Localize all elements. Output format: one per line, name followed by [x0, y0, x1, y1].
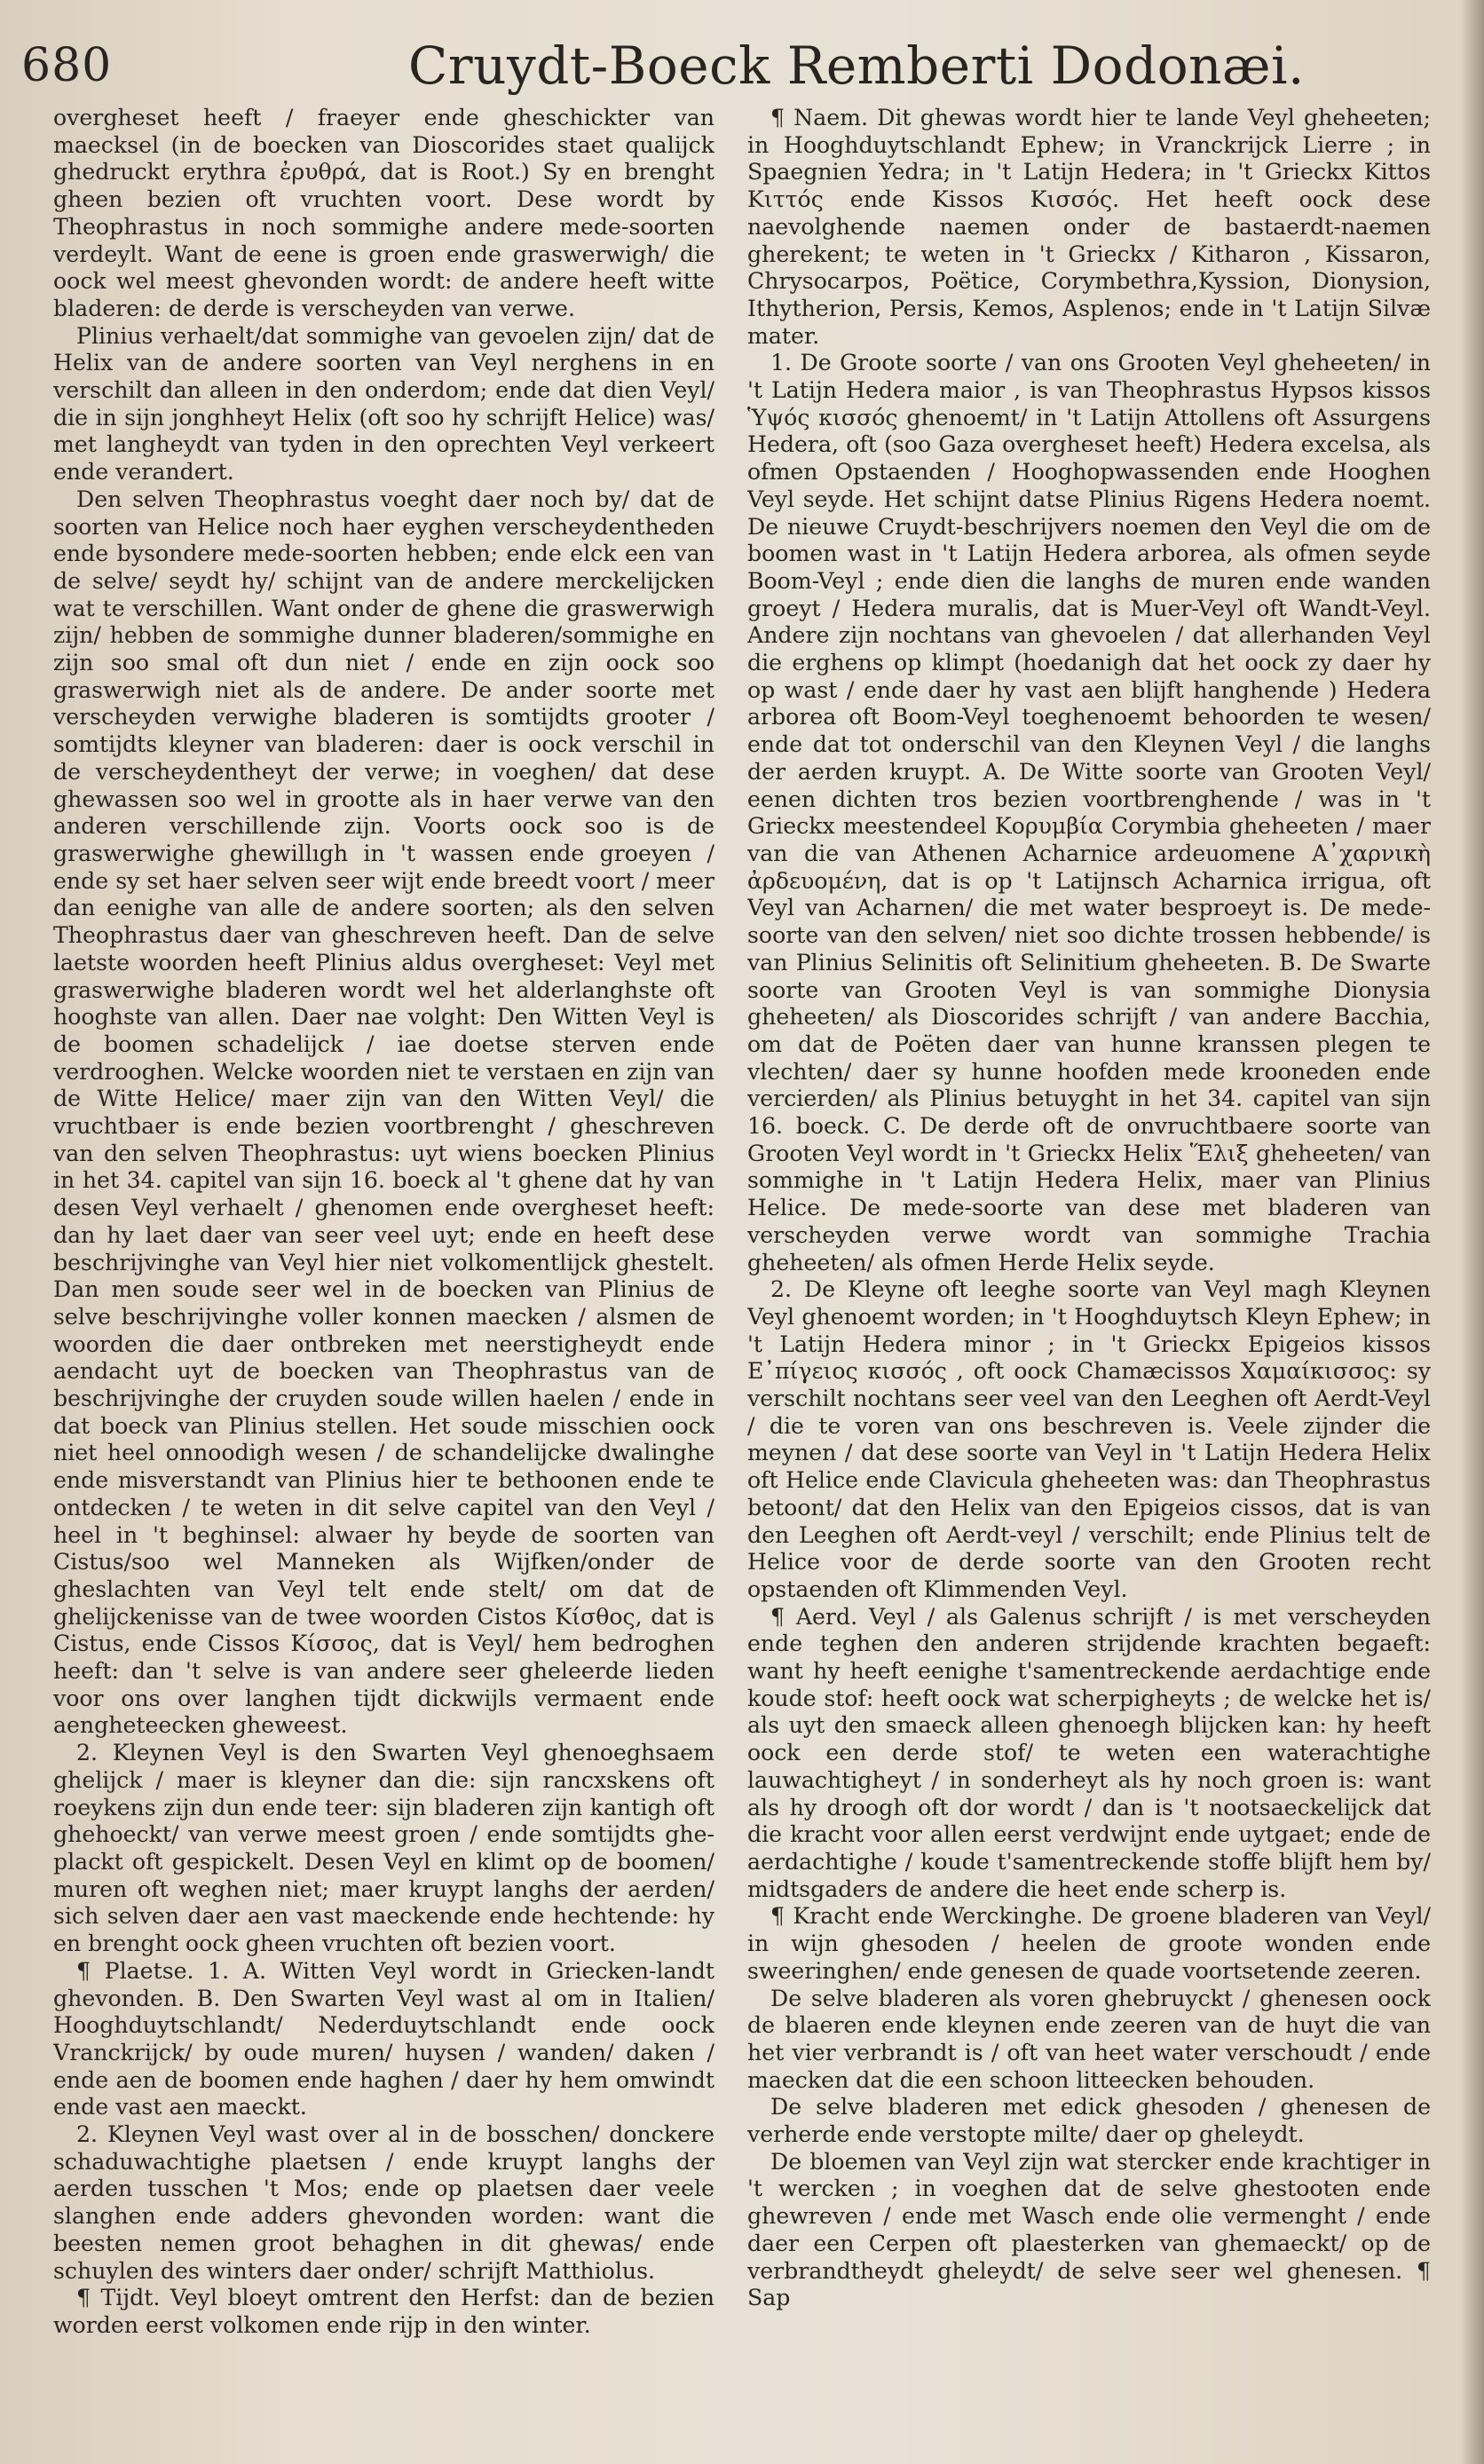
paragraph: De bloemen van Veyl zijn wat stercker ende krachtiger in 't wercken ; in voeghen dat de selve ghestooten ende ghewreven / ende met Wasch ende olie vermenght / ende daer een Cerpen oft plaesterken van ghemaeckt/ op de verbrandtheydt gheleydt/ de selve seer wel ghenesen. ¶ Sap [747, 2148, 1431, 2311]
paragraph: ¶ Plaetse. 1. A. Witten Veyl wordt in Griecken-landt ghevonden. B. Den Swarten Veyl wast al om in Italien/ Hooghduytschlandt/ Nederduytschlandt ende oock Vranckrijck/ by oude muren/ huysen / wanden/ daken / ende aen de boomen ende haghen / daer hy hem omwindt ende vast aen maeckt. [53, 1957, 714, 2120]
paragraph: 2. Kleynen Veyl wast over al in de bosschen/ donckere schaduwachtighe plaetsen / ende kruypt langhs der aerden tusschen 't Mos; ende op plaetsen daer veele slanghen ende adders ghevonden worden: want die beesten nemen groot behaghen in dit ghewas/ ende schuylen des winters daer onder/ schrijft Matthiolus. [53, 2121, 714, 2284]
paragraph: ¶ Aerd. Veyl / als Galenus schrijft / is met verscheyden ende teghen den anderen strijdende krachten begaeft: want hy heeft eenighe t'samentreckende aerdachtige ende koude stof: heeft oock wat scherpigheyts ; de welcke het is/ als uyt den smaeck alleen ghenoegh blijcken kan: hy heeft oock een derde stof/ te weten een waterachtighe lauwachtigheyt / in sonderheyt als hy noch groen is: want als hy droogh oft dor wordt / dan is 't nootsaeckelijck dat die kracht voor allen eerst verdwijnt ende uytgaet; ende de aerdachtighe / koude t'samentreckende stoffe blijft hem by/ midtsgaders de andere die heet ende scherp is. [747, 1603, 1431, 1902]
paragraph: De selve bladeren als voren ghebruyckt / ghenesen oock de blaeren ende kleynen ende zeeren van de huyt die van het vier verbrandt is / oft van heet water verschoudt / ende maecken dat die een schoon litteecken behouden. [747, 1985, 1431, 2093]
paragraph: Plinius verhaelt/dat sommighe van gevoelen zijn/ dat de Helix van de andere soorten van Veyl nerghens in en verschilt dan alleen in den onderdom; ende dat dien Veyl/ die in sijn jonghheyt Helix (oft soo hy schrijft Helice) was/ met langheydt van tyden in den oprechten Veyl verkeert ende verandert. [53, 322, 714, 486]
paragraph: De selve bladeren met edick ghesoden / ghenesen de verherde ende verstopte milte/ daer op gheleydt. [747, 2094, 1431, 2148]
paragraph: 1. De Groote soorte / van ons Grooten Veyl gheheeten/ in 't Latijn Hedera maior , is van Theophrastus Hypsos kissos Ὑψός κισσός ghenoemt/ in 't Latijn Attollens oft Assurgens Hedera, oft (soo Gaza overgheset heeft) Hedera excelsa, als ofmen Opstaenden / Hooghopwassenden ende Hooghen Veyl seyde. Het schijnt datse Plinius Rigens Hedera noemt. De nieuwe Cruydt-beschrijvers noemen den Veyl die om de boomen wast in 't Latijn Hedera arborea, als ofmen seyde Boom-Veyl ; ende dien die langhs de muren ende wanden groeyt / Hedera muralis, dat is Muer-Veyl oft Wandt-Veyl. Andere zijn nochtans van ghevoelen / dat allerhanden Veyl die erghens op klimpt (hoedanigh dat het oock zy daer hy op wast / ende daer hy vast aen blijft hanghende ) Hedera arborea oft Boom-Veyl toeghenoemt behoorden te wesen/ ende dat tot onderschil van den Kleynen Veyl / die langhs der aerden kruypt. A. De Witte soorte van Grooten Veyl/ eenen dichten tros bezien voortbrenghende / was in 't Grieckx meestendeel Κορυμβία Corymbia gheheeten / maer van die van Athenen Acharnice ardeuomene Α᾽χαρνικὴ ἀρδευομένη, dat is op 't Latijnsch Acharnica irrigua, oft Veyl van Acharnen/ die met water besproeyt is. De mede-soorte van den selven/ niet soo dichte trossen hebbende/ is van Plinius Selinitis oft Selinitium gheheeten. B. De Swarte soorte van Grooten Veyl is van sommighe Dionysia gheheeten/ als Dioscorides schrijft / van andere Bacchia, om dat de Poëten daer van hunne kranssen plegen te vlechten/ daer sy hunne hoofden mede krooneden ende vercierden/ als Plinius betuyght in het 34. capitel van sijn 16. boeck. C. De derde oft de onvruchtbaere soorte van Grooten Veyl wordt in 't Grieckx Helix Ἕλιξ gheheeten/ van sommighe in 't Latijn Hedera Helix, maer van Plinius Helice. De mede-soorte van dese met bladeren van verscheyden verwe wordt van sommighe Trachia gheheeten/ als ofmen Herde Helix seyde. [747, 350, 1431, 1275]
paragraph: Den selven Theophrastus voeght daer noch by/ dat de soorten van Helice noch haer eyghen verscheydentheden ende bysondere mede-soorten hebben; ende elck een van de selve/ seydt hy/ schijnt van de andere merckelijcken wat te verschillen. Want onder de ghene die graswerwigh zijn/ hebben de sommighe dunner bladeren/sommighe en zijn soo smal oft dun niet / ende en zijn oock soo graswerwigh niet als de andere. De ander soorte met verscheyden verwighe bladeren is somtijdts grooter / somtijdts kleyner van bladeren: daer is oock verschil in de verscheydentheyt der verwe; in voeghen/ dat dese ghewassen soo wel in grootte als in haer verwe van den anderen verschillende zijn. Voorts oock soo is de graswerwighe ghewillıgh in 't wassen ende groeyen / ende sy set haer selven seer wijt ende breedt voort / meer dan eenighe van alle de andere soorten; als den selven Theophrastus daer van gheschreven heeft. Dan de selve laetste woorden heeft Plinius aldus overgheset: Veyl met graswerwighe bladeren wordt wel het alderlanghste oft hooghste van allen. Daer nae volght: Den Witten Veyl is de boomen schadelijck / iae doetse sterven ende verdrooghen. Welcke woorden niet te verstaen en zijn van de Witte Helice/ maer zijn van den Witten Veyl/ die vruchtbaer is ende bezien voortbrenght / gheschreven van den selven Theophrastus: uyt wiens boecken Plinius in het 34. capitel van sijn 16. boeck al 't ghene dat hy van desen Veyl verhaelt / ghenomen ende overgheset heeft: dan hy laet daer van seer veel uyt; ende en heeft dese beschrijvinghe van Veyl hier niet volkomentlijck ghestelt. Dan men soude seer wel in de boecken van Plinius de selve beschrijvinghe voller konnen maecken / alsmen de woorden die daer ontbreken met neerstigheydt ende aendacht uyt de boecken van Theophrastus van de beschrijvinghe der cruyden soude willen haelen / ende in dat boeck van Plinius stellen. Het soude misschien oock niet heel onnoodigh wesen / de schandelijcke dwalinghe ende misverstandt van Plinius hier te bethoonen ende te ontdecken / te weten in dit selve capitel van den Veyl / heel in 't beghinsel: alwaer hy beyde de soorten van Cistus/soo wel Manneken als Wijfken/onder de gheslachten van Veyl telt ende stelt/ om dat de ghelijckenisse van de twee woorden Cistos Κίσθος, dat is Cistus, ende Cissos Κίσσος, dat is Veyl/ hem bedroghen heeft: dan 't selve is van andere seer gheleerde lieden voor ons over langhen tijdt dickwijls vermaent ende aengheteecken ghewеest. [53, 486, 714, 1739]
paragraph: overgheset heeft / fraeyer ende gheschickter van maecksel (in de boecken van Dioscorides staet qualijck ghedruckt erythra ἐρυθρά, dat is Root.) Sy en brenght gheen bezien oft vruchten voort. Dese wordt by Theophrastus in noch sommighe andere mede-soorten verdeylt. Want de eene is groen ende graswerwigh/ die oock wel meest ghevonden wordt: de andere heeft witte bladeren: de derde is verscheyden van verwe. [53, 105, 714, 321]
page-edge-shadow [1461, 0, 1484, 2464]
paragraph: 2. Kleynen Veyl is den Swarten Veyl ghenoeghsaem ghelijck / maer is kleyner dan die: sijn rancxskens oft roeykens zijn dun ende teer: sijn bladeren zijn kantigh oft ghehoeckt/ van verwe meest groen / ende somtijdts ghe-plackt oft gespickelt. Desen Veyl en klimt op de boomen/ muren oft weghen niet; maer kruypt langhs der aerden/ sich selven daer aen vast maeckende ende hechtende: hy en brenght oock gheen vruchten oft bezien voort. [53, 1740, 714, 1957]
paragraph: ¶ Tijdt. Veyl bloeyt omtrent den Herfst: dan de bezien worden eerst volkomen ende rijp in den winter. [53, 2285, 714, 2338]
paragraph: 2. De Kleyne oft leeghe soorte van Veyl magh Kleynen Veyl ghenoemt worden; in 't Hooghduytsch Kleyn Ephew; in 't Latijn Hedera minor ; in 't Grieckx Epigeios kissos Ε᾽πίγειος κισσός , oft oock Chamæcissos Χαμαίκισσος: sy verschilt nochtans seer veel van den Leeghen oft Aerdt-Veyl / die te voren van ons beschreven is. Veele zijnder die meynen / dat dese soorte van Veyl in 't Latijn Hedera Helix oft Helice ende Clavicula gheheeten was: dan Theophrastus betoont/ dat den Helix van den Epigeios cissos, dat is van den Leeghen oft Aerdt-veyl / verschilt; ende Plinius telt de Helice voor de derde soorte van den Grooten recht opstaenden oft Klimmenden Veyl. [747, 1276, 1431, 1602]
left-column [53, 105, 714, 2448]
right-column [747, 105, 1431, 2448]
paragraph: ¶ Naem. Dit ghewas wordt hier te lande Veyl gheheeten; in Hooghduytschlandt Ephew; in Vranckrijck Lierre ; in Spaegnien Yedra; in 't Latijn Hedera; in 't Grieckx Kittos Κιττός ende Kissos Κισσός. Het heeft oock dese naevolghende naemen onder de bastaerdt-naemen gherekent; te weten in 't Grieckx / Kitharon , Kissaron, Chrysocarpos, Poëtice, Corymbethra,Kyssion, Dionysion, Ithytherion, Persis, Kemos, Asplenos; ende in 't Latijn Silvæ mater. [747, 105, 1431, 349]
paragraph: ¶ Kracht ende Werckinghe. De groene bladeren van Veyl/ in wijn ghesoden / heelen de groote wonden ende sweeringhen/ ende genesen de quade voortsetende zeeren. [747, 1903, 1431, 1984]
page-number: 680 [21, 39, 113, 92]
running-title: Cruydt-Boeck Remberti Dodonæi. [408, 36, 1305, 96]
